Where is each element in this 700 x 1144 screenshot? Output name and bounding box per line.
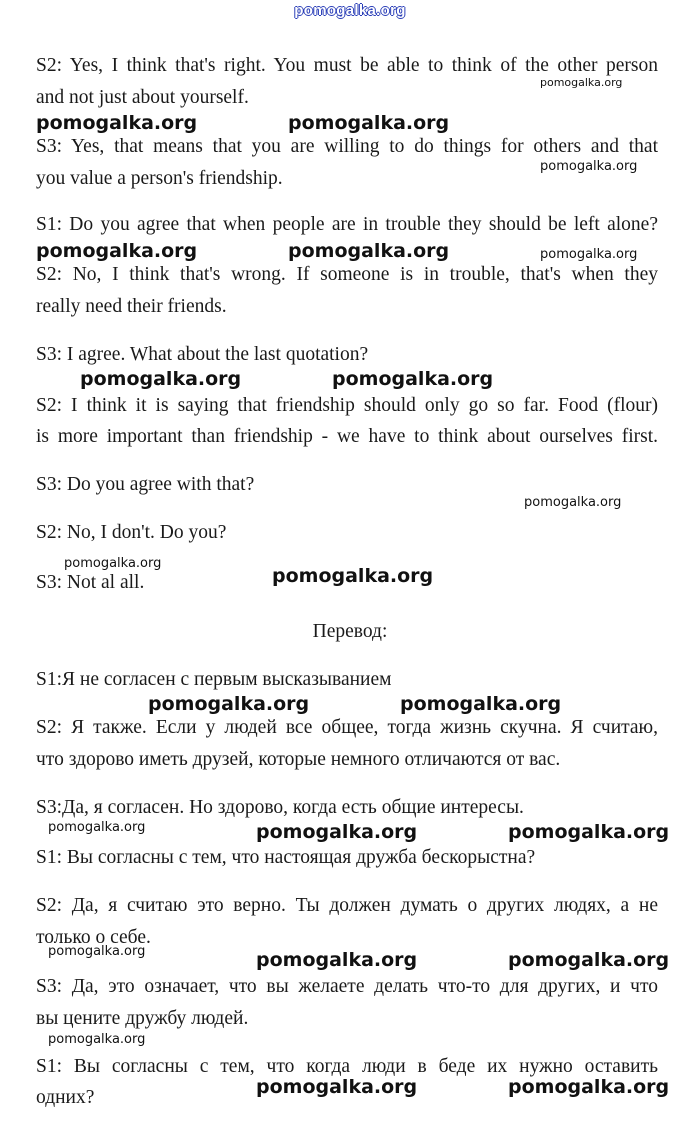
watermark: pomogalka.org — [64, 556, 162, 571]
text-line: and not just about yourself. — [36, 87, 249, 108]
text-line: S1: Вы согласны с тем, что когда люди в беде их нужно оставить — [36, 1056, 658, 1077]
watermark: pomogalka.org — [148, 693, 310, 715]
watermark: pomogalka.org — [256, 1076, 418, 1098]
text-line: S2: Я также. Если у людей все общее, тогда жизнь скучна. Я считаю, — [36, 717, 658, 738]
text-line: S1:Я не согласен с первым высказыванием — [36, 669, 392, 690]
text-line: S2: Yes, I think that's right. You must be able to think of the other person — [36, 55, 658, 76]
text-line: S2: I think it is saying that friendship should only go so far. Food (flour) — [36, 395, 658, 416]
watermark: pomogalka.org — [272, 565, 434, 587]
text-line: вы цените дружбу людей. — [36, 1008, 249, 1029]
watermark: pomogalka.org — [80, 368, 242, 390]
watermark: pomogalka.org — [36, 240, 198, 262]
watermark: pomogalka.org — [288, 240, 450, 262]
watermark: pomogalka.org — [524, 495, 622, 510]
watermark: pomogalka.org — [508, 821, 670, 843]
watermark: pomogalka.org — [256, 821, 418, 843]
watermark: pomogalka.org — [508, 949, 670, 971]
text-line: S2: Да, я считаю это верно. Ты должен думать о других людях, а не — [36, 895, 658, 916]
watermark: pomogalka.org — [540, 76, 623, 89]
text-line: S3: I agree. What about the last quotation? — [36, 344, 369, 365]
site-header-logo: pomogalka.org — [294, 2, 406, 19]
text-line: S3:Да, я согласен. Но здорово, когда есть общие интересы. — [36, 797, 524, 818]
watermark: pomogalka.org — [256, 949, 418, 971]
text-line: really need their friends. — [36, 296, 227, 317]
text-line: S2: No, I think that's wrong. If someone is in trouble, that's when they — [36, 264, 658, 285]
text-line: только о себе. — [36, 927, 151, 948]
text-line: что здорово иметь друзей, которые немного отличаются от вас. — [36, 749, 561, 770]
watermark: pomogalka.org — [508, 1076, 670, 1098]
watermark: pomogalka.org — [48, 944, 146, 959]
watermark: pomogalka.org — [48, 1032, 146, 1047]
watermark: pomogalka.org — [288, 112, 450, 134]
watermark: pomogalka.org — [400, 693, 562, 715]
text-line: S1: Do you agree that when people are in trouble they should be left alone? — [36, 214, 658, 235]
watermark: pomogalka.org — [48, 820, 146, 835]
section-heading: Перевод: — [312, 621, 388, 642]
text-line: S3: Do you agree with that? — [36, 474, 255, 495]
text-line: S2: No, I don't. Do you? — [36, 522, 227, 543]
watermark: pomogalka.org — [332, 368, 494, 390]
text-line: S1: Вы согласны с тем, что настоящая дружба бескорыстна? — [36, 847, 536, 868]
text-line: you value a person's friendship. — [36, 168, 283, 189]
text-line: is more important than friendship - we have to think about ourselves first. — [36, 426, 658, 447]
text-line: S3: Not al all. — [36, 572, 145, 593]
text-line: одних? — [36, 1087, 95, 1108]
watermark: pomogalka.org — [36, 112, 198, 134]
text-line: S3: Да, это означает, что вы желаете делать что-то для других, и что — [36, 976, 658, 997]
text-line: S3: Yes, that means that you are willing to do things for others and that — [36, 136, 658, 157]
watermark: pomogalka.org — [540, 159, 638, 174]
watermark: pomogalka.org — [540, 247, 638, 262]
